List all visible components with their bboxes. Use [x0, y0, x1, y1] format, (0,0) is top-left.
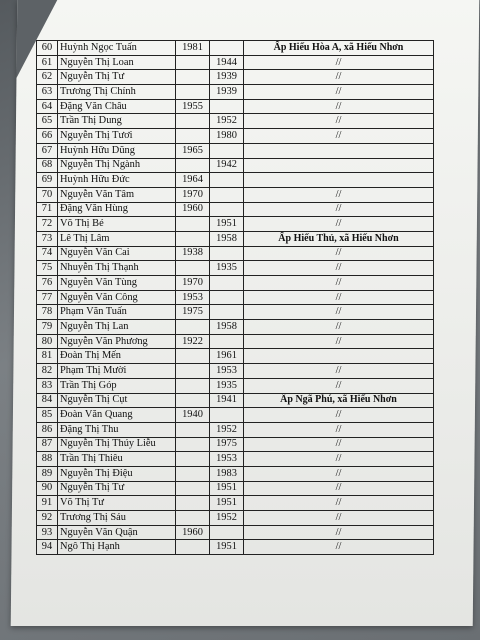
birth-year-male	[176, 85, 210, 100]
person-name: Đoàn Văn Quang	[58, 408, 176, 423]
birth-year-female: 1951	[210, 481, 244, 496]
address-note: Ấp Ngã Phú, xã Hiếu Nhơn	[244, 393, 434, 408]
table-row	[37, 85, 434, 100]
table-row	[37, 364, 434, 379]
birth-year-female: 1953	[210, 452, 244, 467]
table-row	[37, 202, 434, 217]
address-note	[244, 143, 434, 158]
table-row	[37, 466, 434, 481]
address-note: //	[244, 99, 434, 114]
birth-year-male: 1960	[176, 525, 210, 540]
row-number: 82	[37, 364, 58, 379]
table-row	[37, 305, 434, 320]
person-name: Nguyễn Văn Tùng	[58, 276, 176, 291]
person-name: Nguyễn Văn Phương	[58, 334, 176, 349]
address-note: //	[244, 481, 434, 496]
table-row	[37, 231, 434, 246]
birth-year-male: 1965	[176, 143, 210, 158]
table-row	[37, 320, 434, 335]
address-note: //	[244, 261, 434, 276]
person-name: Đoàn Thị Mến	[58, 349, 176, 364]
address-note: //	[244, 452, 434, 467]
person-name: Đặng Văn Châu	[58, 99, 176, 114]
person-name: Đặng Văn Hùng	[58, 202, 176, 217]
row-number: 69	[37, 173, 58, 188]
row-number: 66	[37, 129, 58, 144]
row-number: 73	[37, 231, 58, 246]
birth-year-female: 1975	[210, 437, 244, 452]
table-row	[37, 378, 434, 393]
birth-year-female: 1951	[210, 217, 244, 232]
birth-year-female: 1958	[210, 231, 244, 246]
birth-year-male	[176, 158, 210, 173]
table-row	[37, 99, 434, 114]
row-number: 78	[37, 305, 58, 320]
table-row	[37, 261, 434, 276]
row-number: 92	[37, 511, 58, 526]
table-row	[37, 276, 434, 291]
row-number: 74	[37, 246, 58, 261]
person-name: Phạm Văn Tuấn	[58, 305, 176, 320]
birth-year-male	[176, 217, 210, 232]
address-note: //	[244, 437, 434, 452]
birth-year-female: 1944	[210, 55, 244, 70]
table-row	[37, 143, 434, 158]
table-row	[37, 290, 434, 305]
address-note: //	[244, 334, 434, 349]
table-row	[37, 422, 434, 437]
birth-year-male	[176, 378, 210, 393]
birth-year-male: 1922	[176, 334, 210, 349]
row-number: 71	[37, 202, 58, 217]
row-number: 76	[37, 276, 58, 291]
birth-year-female: 1935	[210, 378, 244, 393]
person-name: Trương Thị Sáu	[58, 511, 176, 526]
address-note: Ấp Hiếu Hòa A, xã Hiếu Nhơn	[244, 41, 434, 56]
row-number: 84	[37, 393, 58, 408]
row-number: 94	[37, 540, 58, 555]
address-note: //	[244, 466, 434, 481]
row-number: 86	[37, 422, 58, 437]
row-number: 62	[37, 70, 58, 85]
birth-year-male	[176, 393, 210, 408]
birth-year-male	[176, 540, 210, 555]
table-row	[37, 481, 434, 496]
row-number: 63	[37, 85, 58, 100]
birth-year-female: 1941	[210, 393, 244, 408]
birth-year-female	[210, 290, 244, 305]
table-row	[37, 129, 434, 144]
address-note: Ấp Hiếu Thủ, xã Hiếu Nhơn	[244, 231, 434, 246]
row-number: 87	[37, 437, 58, 452]
birth-year-female: 1961	[210, 349, 244, 364]
address-note: //	[244, 246, 434, 261]
table-row	[37, 349, 434, 364]
person-name: Võ Thị Bé	[58, 217, 176, 232]
table-row	[37, 173, 434, 188]
birth-year-female	[210, 334, 244, 349]
person-name: Nguyễn Thị Tư	[58, 70, 176, 85]
birth-year-female: 1958	[210, 320, 244, 335]
birth-year-male	[176, 70, 210, 85]
birth-year-male	[176, 114, 210, 129]
row-number: 77	[37, 290, 58, 305]
person-name: Huỳnh Hữu Dũng	[58, 143, 176, 158]
birth-year-female	[210, 187, 244, 202]
birth-year-female: 1952	[210, 422, 244, 437]
row-number: 79	[37, 320, 58, 335]
address-note: //	[244, 422, 434, 437]
birth-year-male: 1940	[176, 408, 210, 423]
birth-year-female	[210, 41, 244, 56]
person-name: Nguyễn Văn Tâm	[58, 187, 176, 202]
table-row	[37, 41, 434, 56]
row-number: 60	[37, 41, 58, 56]
row-number: 91	[37, 496, 58, 511]
birth-year-male: 1964	[176, 173, 210, 188]
table-row	[37, 496, 434, 511]
address-note: //	[244, 408, 434, 423]
table-row	[37, 511, 434, 526]
birth-year-female	[210, 305, 244, 320]
table-row	[37, 158, 434, 173]
birth-year-female: 1939	[210, 85, 244, 100]
address-note: //	[244, 364, 434, 379]
address-note: //	[244, 217, 434, 232]
address-note	[244, 173, 434, 188]
birth-year-female	[210, 202, 244, 217]
address-note: //	[244, 305, 434, 320]
birth-year-female: 1951	[210, 496, 244, 511]
birth-year-female: 1983	[210, 466, 244, 481]
table-row	[37, 217, 434, 232]
person-name: Nguyễn Thị Điệu	[58, 466, 176, 481]
address-note: //	[244, 276, 434, 291]
address-note: //	[244, 70, 434, 85]
birth-year-male	[176, 422, 210, 437]
person-name: Ngô Thị Hạnh	[58, 540, 176, 555]
person-name: Nguyễn Thị Lan	[58, 320, 176, 335]
table-row	[37, 334, 434, 349]
address-note: //	[244, 511, 434, 526]
address-note	[244, 349, 434, 364]
person-name: Huỳnh Ngọc Tuấn	[58, 41, 176, 56]
birth-year-female: 1953	[210, 364, 244, 379]
birth-year-male: 1960	[176, 202, 210, 217]
table-row	[37, 525, 434, 540]
table-row	[37, 393, 434, 408]
birth-year-female: 1942	[210, 158, 244, 173]
birth-year-male	[176, 261, 210, 276]
birth-year-male: 1981	[176, 41, 210, 56]
row-number: 75	[37, 261, 58, 276]
birth-year-male	[176, 511, 210, 526]
birth-year-female: 1952	[210, 114, 244, 129]
address-note	[244, 158, 434, 173]
address-note: //	[244, 129, 434, 144]
birth-year-female: 1935	[210, 261, 244, 276]
person-name: Nguyễn Văn Quận	[58, 525, 176, 540]
address-note: //	[244, 114, 434, 129]
address-note: //	[244, 290, 434, 305]
row-number: 67	[37, 143, 58, 158]
birth-year-female	[210, 408, 244, 423]
address-note: //	[244, 496, 434, 511]
address-note: //	[244, 378, 434, 393]
person-name: Nguyễn Thị Thúy Liễu	[58, 437, 176, 452]
name-list-table	[36, 40, 434, 555]
birth-year-male: 1970	[176, 187, 210, 202]
row-number: 93	[37, 525, 58, 540]
birth-year-female: 1952	[210, 511, 244, 526]
birth-year-male: 1953	[176, 290, 210, 305]
birth-year-male	[176, 129, 210, 144]
birth-year-male	[176, 466, 210, 481]
row-number: 85	[37, 408, 58, 423]
person-name: Trần Thị Góp	[58, 378, 176, 393]
address-note: //	[244, 540, 434, 555]
table-row	[37, 55, 434, 70]
birth-year-male	[176, 364, 210, 379]
birth-year-male: 1938	[176, 246, 210, 261]
person-name: Nguyễn Thị Tươi	[58, 129, 176, 144]
table-row	[37, 187, 434, 202]
row-number: 89	[37, 466, 58, 481]
birth-year-female: 1951	[210, 540, 244, 555]
person-name: Phạm Thị Mười	[58, 364, 176, 379]
row-number: 83	[37, 378, 58, 393]
row-number: 88	[37, 452, 58, 467]
row-number: 72	[37, 217, 58, 232]
table-row	[37, 408, 434, 423]
birth-year-male	[176, 496, 210, 511]
person-name: Nguyễn Thị Ngành	[58, 158, 176, 173]
person-name: Trần Thị Thiêu	[58, 452, 176, 467]
table-body	[37, 41, 434, 555]
person-name: Nhuyễn Thị Thạnh	[58, 261, 176, 276]
birth-year-female: 1980	[210, 129, 244, 144]
address-note: //	[244, 320, 434, 335]
row-number: 68	[37, 158, 58, 173]
birth-year-male: 1955	[176, 99, 210, 114]
row-number: 90	[37, 481, 58, 496]
person-name: Võ Thị Tư	[58, 496, 176, 511]
birth-year-male	[176, 481, 210, 496]
person-name: Lê Thị Lâm	[58, 231, 176, 246]
person-name: Nguyễn Thị Cụt	[58, 393, 176, 408]
birth-year-male	[176, 55, 210, 70]
table-row	[37, 437, 434, 452]
birth-year-male	[176, 231, 210, 246]
address-note: //	[244, 55, 434, 70]
birth-year-female: 1939	[210, 70, 244, 85]
table-row	[37, 452, 434, 467]
table-row	[37, 246, 434, 261]
address-note: //	[244, 202, 434, 217]
birth-year-male: 1975	[176, 305, 210, 320]
birth-year-male	[176, 452, 210, 467]
row-number: 81	[37, 349, 58, 364]
row-number: 70	[37, 187, 58, 202]
row-number: 61	[37, 55, 58, 70]
person-name: Trương Thị Chính	[58, 85, 176, 100]
birth-year-male: 1970	[176, 276, 210, 291]
birth-year-female	[210, 276, 244, 291]
row-number: 80	[37, 334, 58, 349]
birth-year-female	[210, 143, 244, 158]
row-number: 65	[37, 114, 58, 129]
table-row	[37, 70, 434, 85]
person-name: Nguyễn Thị Loan	[58, 55, 176, 70]
birth-year-male	[176, 349, 210, 364]
address-note: //	[244, 187, 434, 202]
birth-year-female	[210, 525, 244, 540]
person-name: Trần Thị Dung	[58, 114, 176, 129]
address-note: //	[244, 525, 434, 540]
birth-year-male	[176, 320, 210, 335]
person-name: Nguyễn Văn Cai	[58, 246, 176, 261]
table-row	[37, 540, 434, 555]
address-note: //	[244, 85, 434, 100]
person-name: Nguyễn Thị Tư	[58, 481, 176, 496]
birth-year-female	[210, 246, 244, 261]
table-row	[37, 114, 434, 129]
person-name: Nguyễn Văn Công	[58, 290, 176, 305]
row-number: 64	[37, 99, 58, 114]
person-name: Huỳnh Hữu Đức	[58, 173, 176, 188]
birth-year-female	[210, 99, 244, 114]
birth-year-female	[210, 173, 244, 188]
birth-year-male	[176, 437, 210, 452]
person-name: Đặng Thị Thu	[58, 422, 176, 437]
